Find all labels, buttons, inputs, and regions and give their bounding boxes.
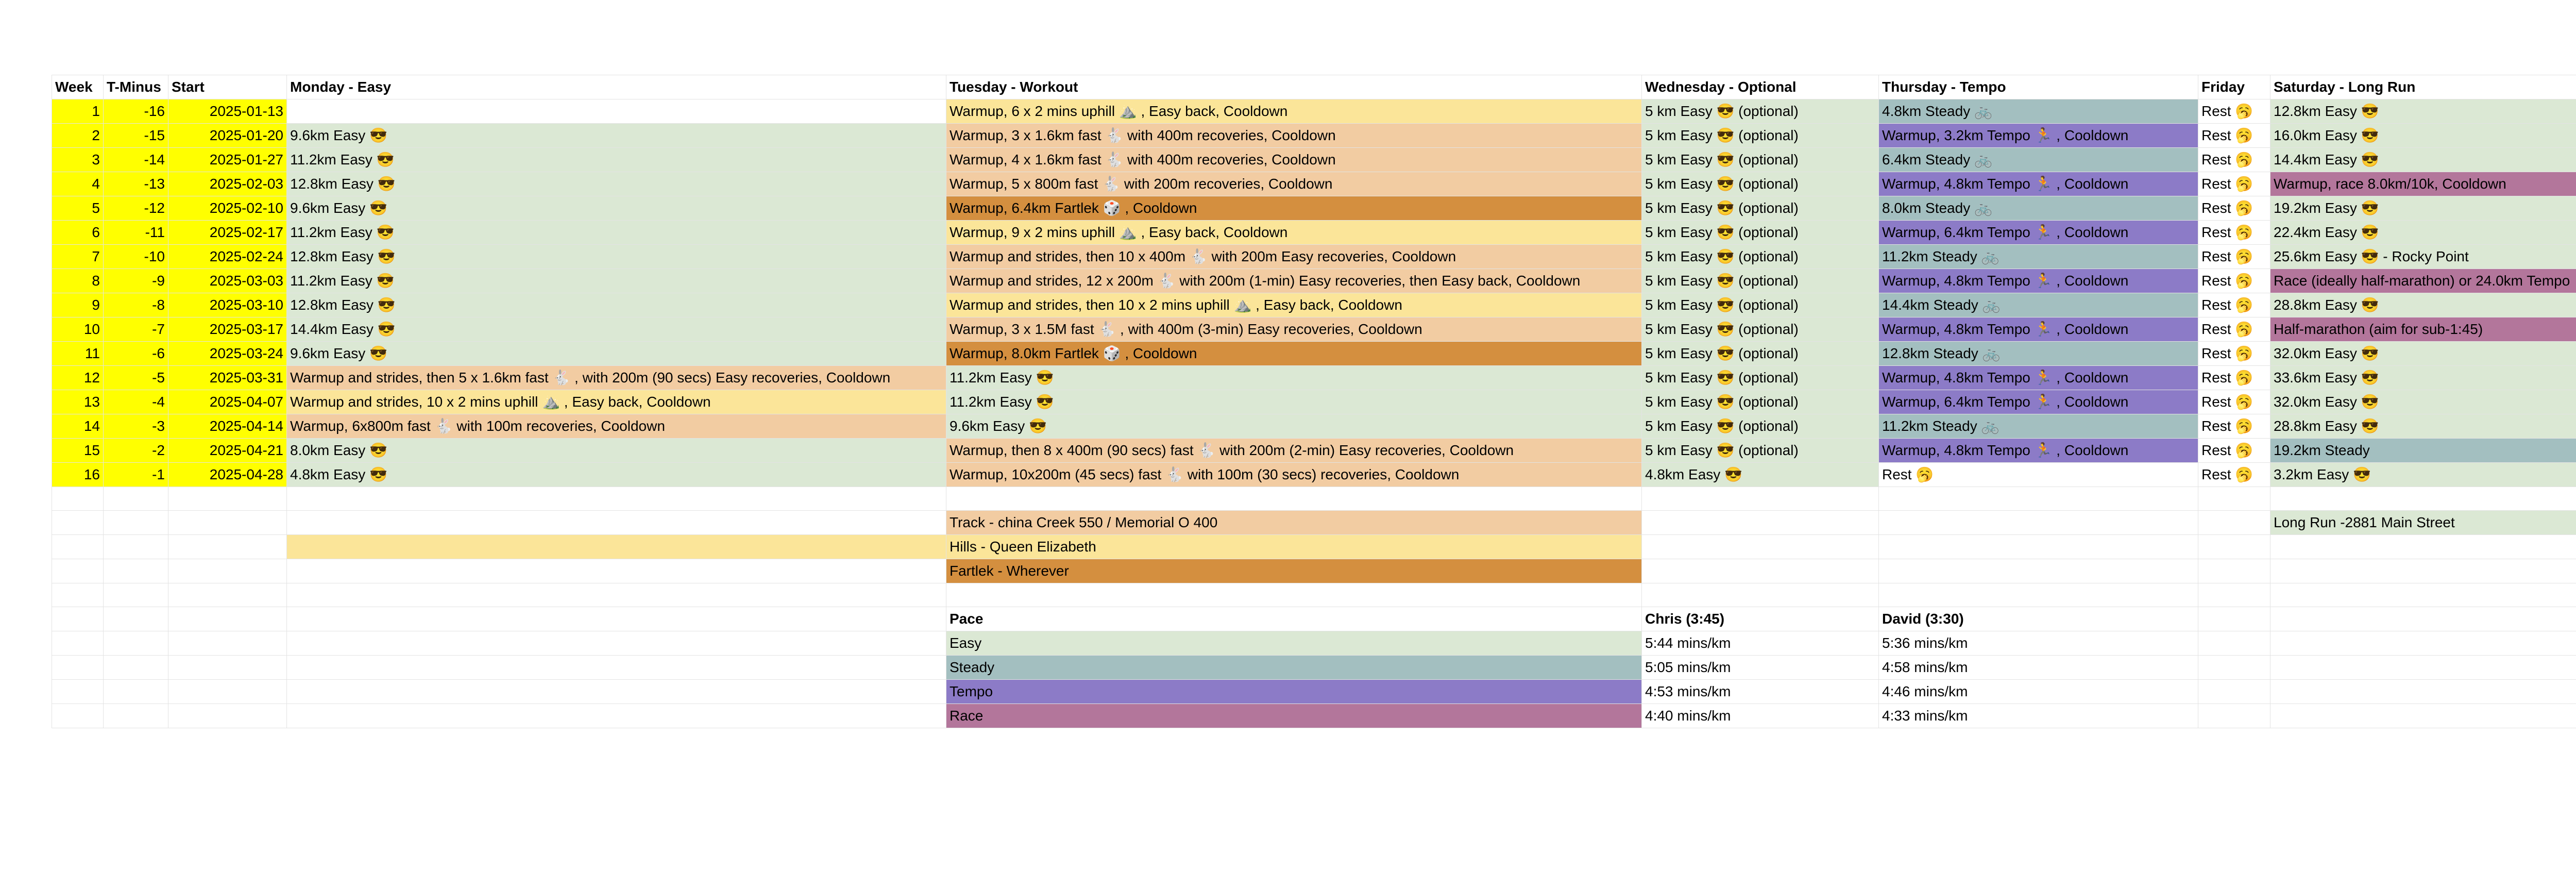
friday-cell[interactable]: Rest 🥱: [2198, 245, 2270, 269]
week-cell[interactable]: 7: [52, 245, 104, 269]
saturday-cell[interactable]: 32.0km Easy 😎: [2270, 342, 2576, 366]
tminus-cell[interactable]: -4: [104, 390, 168, 414]
empty-cell[interactable]: [2198, 680, 2270, 704]
start-date-cell[interactable]: 2025-03-24: [168, 342, 287, 366]
schedule-row: [52, 342, 2576, 366]
tuesday-cell[interactable]: Warmup and strides, then 10 x 2 mins uphill ⛰️ , Easy back, Cooldown: [946, 293, 1642, 317]
empty-cell[interactable]: [1879, 511, 2198, 535]
saturday-cell[interactable]: 3.2km Easy 😎: [2270, 463, 2576, 487]
friday-cell[interactable]: Rest 🥱: [2198, 293, 2270, 317]
start-date-cell[interactable]: 2025-04-14: [168, 414, 287, 439]
wednesday-cell[interactable]: 5 km Easy 😎 (optional): [1642, 196, 1879, 221]
start-date-cell[interactable]: 2025-04-07: [168, 390, 287, 414]
week-cell[interactable]: 16: [52, 463, 104, 487]
friday-cell[interactable]: Rest 🥱: [2198, 366, 2270, 390]
tuesday-cell[interactable]: Warmup, 8.0km Fartlek 🎲 , Cooldown: [946, 342, 1642, 366]
tminus-cell[interactable]: -2: [104, 439, 168, 463]
wednesday-cell[interactable]: 5 km Easy 😎 (optional): [1642, 293, 1879, 317]
empty-cell[interactable]: [2270, 487, 2576, 511]
week-cell[interactable]: 13: [52, 390, 104, 414]
monday-cell[interactable]: 14.4km Easy 😎: [287, 317, 946, 342]
empty-cell[interactable]: [52, 656, 104, 680]
monday-cell[interactable]: 9.6km Easy 😎: [287, 124, 946, 148]
week-cell[interactable]: 1: [52, 99, 104, 124]
tuesday-cell[interactable]: Warmup, 6 x 2 mins uphill ⛰️ , Easy back, Cooldown: [946, 99, 1642, 124]
pace-row: [52, 704, 2576, 728]
empty-cell[interactable]: [168, 680, 287, 704]
tminus-cell[interactable]: -3: [104, 414, 168, 439]
friday-cell[interactable]: Rest 🥱: [2198, 99, 2270, 124]
thursday-cell[interactable]: 12.8km Steady 🚲: [1879, 342, 2198, 366]
thursday-cell[interactable]: Warmup, 4.8km Tempo 🏃 , Cooldown: [1879, 439, 2198, 463]
empty-cell[interactable]: [52, 535, 104, 559]
empty-cell[interactable]: [2270, 535, 2576, 559]
empty-cell[interactable]: [104, 535, 168, 559]
header-tminus[interactable]: T-Minus: [104, 75, 168, 99]
empty-cell[interactable]: [946, 487, 1642, 511]
empty-cell[interactable]: [168, 656, 287, 680]
week-cell[interactable]: 6: [52, 221, 104, 245]
legend-row-hills: [52, 535, 2576, 559]
header-saturday[interactable]: Saturday - Long Run: [2270, 75, 2576, 99]
wednesday-cell[interactable]: 5 km Easy 😎 (optional): [1642, 390, 1879, 414]
header-tuesday[interactable]: Tuesday - Workout: [946, 75, 1642, 99]
tminus-cell[interactable]: -15: [104, 124, 168, 148]
empty-cell[interactable]: [287, 487, 946, 511]
pace-david-cell[interactable]: 4:46 mins/km: [1879, 680, 2198, 704]
start-date-cell[interactable]: 2025-02-24: [168, 245, 287, 269]
week-cell[interactable]: 5: [52, 196, 104, 221]
empty-cell[interactable]: [2270, 656, 2576, 680]
empty-cell[interactable]: [1879, 559, 2198, 583]
saturday-cell[interactable]: 33.6km Easy 😎: [2270, 366, 2576, 390]
empty-cell[interactable]: [287, 656, 946, 680]
pace-david-cell[interactable]: 4:33 mins/km: [1879, 704, 2198, 728]
wednesday-cell[interactable]: 5 km Easy 😎 (optional): [1642, 439, 1879, 463]
wednesday-cell[interactable]: 5 km Easy 😎 (optional): [1642, 414, 1879, 439]
tminus-cell[interactable]: -1: [104, 463, 168, 487]
legend-hills-swatch[interactable]: [287, 535, 946, 559]
empty-cell[interactable]: [168, 704, 287, 728]
pace-body: [52, 631, 2576, 728]
saturday-cell[interactable]: 25.6km Easy 😎 - Rocky Point: [2270, 245, 2576, 269]
tminus-cell[interactable]: -9: [104, 269, 168, 293]
start-date-cell[interactable]: 2025-01-13: [168, 99, 287, 124]
pace-label-cell[interactable]: Easy: [946, 631, 1642, 656]
empty-cell[interactable]: [2198, 487, 2270, 511]
empty-cell[interactable]: [2270, 607, 2576, 631]
pace-header[interactable]: Pace: [946, 607, 1642, 631]
empty-cell[interactable]: [1642, 535, 1879, 559]
empty-cell[interactable]: [2198, 607, 2270, 631]
saturday-cell[interactable]: 19.2km Easy 😎: [2270, 196, 2576, 221]
week-cell[interactable]: 4: [52, 172, 104, 196]
pace-david-cell[interactable]: 5:36 mins/km: [1879, 631, 2198, 656]
monday-cell[interactable]: 4.8km Easy 😎: [287, 463, 946, 487]
friday-cell[interactable]: Rest 🥱: [2198, 269, 2270, 293]
monday-cell[interactable]: 9.6km Easy 😎: [287, 196, 946, 221]
friday-cell[interactable]: Rest 🥱: [2198, 342, 2270, 366]
pace-chris-cell[interactable]: 5:44 mins/km: [1642, 631, 1879, 656]
monday-cell[interactable]: 11.2km Easy 😎: [287, 269, 946, 293]
empty-cell[interactable]: [104, 656, 168, 680]
friday-cell[interactable]: Rest 🥱: [2198, 414, 2270, 439]
friday-cell[interactable]: Rest 🥱: [2198, 124, 2270, 148]
week-cell[interactable]: 8: [52, 269, 104, 293]
legend-track-location[interactable]: Track - china Creek 550 / Memorial O 400: [946, 511, 1642, 535]
empty-cell[interactable]: [2198, 511, 2270, 535]
legend-row-fartlek: [52, 559, 2576, 583]
empty-cell[interactable]: [104, 583, 168, 607]
tminus-cell[interactable]: -10: [104, 245, 168, 269]
monday-cell[interactable]: Warmup, 6x800m fast 🐇 with 100m recoveries, Cooldown: [287, 414, 946, 439]
empty-cell[interactable]: [2198, 631, 2270, 656]
tuesday-cell[interactable]: Warmup, 5 x 800m fast 🐇 with 200m recoveries, Cooldown: [946, 172, 1642, 196]
legend-row-track: [52, 511, 2576, 535]
thursday-cell[interactable]: Warmup, 3.2km Tempo 🏃 , Cooldown: [1879, 124, 2198, 148]
empty-cell[interactable]: [168, 583, 287, 607]
header-monday[interactable]: Monday - Easy: [287, 75, 946, 99]
empty-cell[interactable]: [287, 559, 946, 583]
schedule-row: [52, 245, 2576, 269]
pace-chris-cell[interactable]: 4:40 mins/km: [1642, 704, 1879, 728]
wednesday-cell[interactable]: 5 km Easy 😎 (optional): [1642, 245, 1879, 269]
header-row: [52, 75, 2576, 99]
tminus-cell[interactable]: -5: [104, 366, 168, 390]
empty-cell[interactable]: [2198, 704, 2270, 728]
tuesday-cell[interactable]: Warmup, then 8 x 400m (90 secs) fast 🐇 with 200m (2-min) Easy recoveries, Cooldown: [946, 439, 1642, 463]
empty-cell[interactable]: [104, 704, 168, 728]
empty-cell[interactable]: [168, 559, 287, 583]
schedule-row: [52, 439, 2576, 463]
friday-cell[interactable]: Rest 🥱: [2198, 196, 2270, 221]
start-date-cell[interactable]: 2025-02-17: [168, 221, 287, 245]
wednesday-cell[interactable]: 5 km Easy 😎 (optional): [1642, 99, 1879, 124]
empty-cell[interactable]: [2198, 535, 2270, 559]
wednesday-cell[interactable]: 5 km Easy 😎 (optional): [1642, 317, 1879, 342]
empty-cell[interactable]: [1642, 511, 1879, 535]
wednesday-cell[interactable]: 5 km Easy 😎 (optional): [1642, 269, 1879, 293]
wednesday-cell[interactable]: 4.8km Easy 😎: [1642, 463, 1879, 487]
tminus-cell[interactable]: -16: [104, 99, 168, 124]
tuesday-cell[interactable]: Warmup, 3 x 1.6km fast 🐇 with 400m recoveries, Cooldown: [946, 124, 1642, 148]
empty-cell[interactable]: [287, 583, 946, 607]
friday-cell[interactable]: Rest 🥱: [2198, 221, 2270, 245]
empty-cell[interactable]: [287, 631, 946, 656]
empty-cell[interactable]: [2270, 559, 2576, 583]
empty-cell[interactable]: [52, 559, 104, 583]
friday-cell[interactable]: Rest 🥱: [2198, 148, 2270, 172]
tuesday-cell[interactable]: Warmup, 9 x 2 mins uphill ⛰️ , Easy back, Cooldown: [946, 221, 1642, 245]
week-cell[interactable]: 12: [52, 366, 104, 390]
pace-chris-cell[interactable]: 4:53 mins/km: [1642, 680, 1879, 704]
empty-cell[interactable]: [2198, 559, 2270, 583]
header-wednesday[interactable]: Wednesday - Optional: [1642, 75, 1879, 99]
schedule-row: [52, 414, 2576, 439]
tuesday-cell[interactable]: 11.2km Easy 😎: [946, 366, 1642, 390]
pace-david-cell[interactable]: 4:58 mins/km: [1879, 656, 2198, 680]
wednesday-cell[interactable]: 5 km Easy 😎 (optional): [1642, 366, 1879, 390]
wednesday-cell[interactable]: 5 km Easy 😎 (optional): [1642, 148, 1879, 172]
start-date-cell[interactable]: 2025-02-10: [168, 196, 287, 221]
saturday-cell[interactable]: 16.0km Easy 😎: [2270, 124, 2576, 148]
monday-cell[interactable]: [287, 99, 946, 124]
legend-section: [52, 487, 2576, 631]
week-cell[interactable]: 9: [52, 293, 104, 317]
tuesday-cell[interactable]: Warmup, 10x200m (45 secs) fast 🐇 with 100m (30 secs) recoveries, Cooldown: [946, 463, 1642, 487]
start-date-cell[interactable]: 2025-04-28: [168, 463, 287, 487]
tuesday-cell[interactable]: Warmup, 3 x 1.5M fast 🐇 , with 400m (3-min) Easy recoveries, Cooldown: [946, 317, 1642, 342]
tuesday-cell[interactable]: 9.6km Easy 😎: [946, 414, 1642, 439]
empty-cell[interactable]: [52, 583, 104, 607]
tminus-cell[interactable]: -11: [104, 221, 168, 245]
empty-cell[interactable]: [287, 680, 946, 704]
empty-cell[interactable]: [104, 487, 168, 511]
schedule-row: [52, 196, 2576, 221]
empty-cell[interactable]: [52, 680, 104, 704]
tminus-cell[interactable]: -12: [104, 196, 168, 221]
thursday-cell[interactable]: Warmup, 4.8km Tempo 🏃 , Cooldown: [1879, 317, 2198, 342]
pace-label-cell[interactable]: Race: [946, 704, 1642, 728]
legend-fartlek-location[interactable]: Fartlek - Wherever: [946, 559, 1642, 583]
monday-cell[interactable]: 11.2km Easy 😎: [287, 221, 946, 245]
friday-cell[interactable]: Rest 🥱: [2198, 317, 2270, 342]
saturday-cell[interactable]: Half-marathon (aim for sub-1:45): [2270, 317, 2576, 342]
header-friday[interactable]: Friday: [2198, 75, 2270, 99]
empty-cell[interactable]: [168, 607, 287, 631]
start-date-cell[interactable]: 2025-03-17: [168, 317, 287, 342]
pace-row: [52, 631, 2576, 656]
saturday-cell[interactable]: 19.2km Steady: [2270, 439, 2576, 463]
empty-cell[interactable]: [287, 607, 946, 631]
schedule-row: [52, 463, 2576, 487]
empty-cell[interactable]: [2270, 704, 2576, 728]
tminus-cell[interactable]: -7: [104, 317, 168, 342]
monday-cell[interactable]: 12.8km Easy 😎: [287, 172, 946, 196]
monday-cell[interactable]: 9.6km Easy 😎: [287, 342, 946, 366]
week-cell[interactable]: 11: [52, 342, 104, 366]
thursday-cell[interactable]: Warmup, 6.4km Tempo 🏃 , Cooldown: [1879, 221, 2198, 245]
pace-row: [52, 680, 2576, 704]
spacer-row: [52, 487, 2576, 511]
tuesday-cell[interactable]: Warmup and strides, then 10 x 400m 🐇 with 200m Easy recoveries, Cooldown: [946, 245, 1642, 269]
wednesday-cell[interactable]: 5 km Easy 😎 (optional): [1642, 124, 1879, 148]
thursday-cell[interactable]: 11.2km Steady 🚲: [1879, 414, 2198, 439]
empty-cell[interactable]: [168, 511, 287, 535]
thursday-cell[interactable]: Warmup, 4.8km Tempo 🏃 , Cooldown: [1879, 366, 2198, 390]
empty-cell[interactable]: [2270, 680, 2576, 704]
empty-cell[interactable]: [52, 704, 104, 728]
start-date-cell[interactable]: 2025-02-03: [168, 172, 287, 196]
pace-label-cell[interactable]: Steady: [946, 656, 1642, 680]
friday-cell[interactable]: Rest 🥱: [2198, 390, 2270, 414]
empty-cell[interactable]: [1879, 583, 2198, 607]
spacer-row: [52, 583, 2576, 607]
header-thursday[interactable]: Thursday - Tempo: [1879, 75, 2198, 99]
saturday-cell[interactable]: Warmup, race 8.0km/10k, Cooldown: [2270, 172, 2576, 196]
saturday-cell[interactable]: 12.8km Easy 😎: [2270, 99, 2576, 124]
thursday-cell[interactable]: 8.0km Steady 🚲: [1879, 196, 2198, 221]
empty-cell[interactable]: [168, 535, 287, 559]
thursday-cell[interactable]: 4.8km Steady 🚲: [1879, 99, 2198, 124]
wednesday-cell[interactable]: 5 km Easy 😎 (optional): [1642, 172, 1879, 196]
empty-cell[interactable]: [104, 559, 168, 583]
schedule-row: [52, 390, 2576, 414]
wednesday-cell[interactable]: 5 km Easy 😎 (optional): [1642, 221, 1879, 245]
schedule-row: [52, 124, 2576, 148]
empty-cell[interactable]: [2270, 631, 2576, 656]
legend-long-run-location[interactable]: Long Run -2881 Main Street: [2270, 511, 2576, 535]
empty-cell[interactable]: [52, 487, 104, 511]
empty-cell[interactable]: [287, 704, 946, 728]
empty-cell[interactable]: [287, 511, 946, 535]
schedule-row: [52, 221, 2576, 245]
friday-cell[interactable]: Rest 🥱: [2198, 439, 2270, 463]
thursday-cell[interactable]: Warmup, 6.4km Tempo 🏃 , Cooldown: [1879, 390, 2198, 414]
training-plan-sheet: [52, 75, 2576, 728]
monday-cell[interactable]: 12.8km Easy 😎: [287, 293, 946, 317]
week-cell[interactable]: 10: [52, 317, 104, 342]
empty-cell[interactable]: [1879, 487, 2198, 511]
pace-chris-header[interactable]: Chris (3:45): [1642, 607, 1879, 631]
empty-cell[interactable]: [104, 631, 168, 656]
empty-cell[interactable]: [1642, 559, 1879, 583]
schedule-row: [52, 293, 2576, 317]
tminus-cell[interactable]: -6: [104, 342, 168, 366]
empty-cell[interactable]: [2198, 583, 2270, 607]
saturday-cell[interactable]: 22.4km Easy 😎: [2270, 221, 2576, 245]
week-cell[interactable]: 15: [52, 439, 104, 463]
start-date-cell[interactable]: 2025-01-20: [168, 124, 287, 148]
empty-cell[interactable]: [52, 607, 104, 631]
empty-cell[interactable]: [168, 631, 287, 656]
saturday-cell[interactable]: 14.4km Easy 😎: [2270, 148, 2576, 172]
tminus-cell[interactable]: -13: [104, 172, 168, 196]
monday-cell[interactable]: Warmup and strides, then 5 x 1.6km fast 🐇 , with 200m (90 secs) Easy recoveries, Cooldown: [287, 366, 946, 390]
pace-label-cell[interactable]: Tempo: [946, 680, 1642, 704]
monday-cell[interactable]: 11.2km Easy 😎: [287, 148, 946, 172]
monday-cell[interactable]: 12.8km Easy 😎: [287, 245, 946, 269]
thursday-cell[interactable]: 14.4km Steady 🚲: [1879, 293, 2198, 317]
saturday-cell[interactable]: 28.8km Easy 😎: [2270, 293, 2576, 317]
thursday-cell[interactable]: Warmup, 4.8km Tempo 🏃 , Cooldown: [1879, 172, 2198, 196]
pace-row: [52, 656, 2576, 680]
empty-cell[interactable]: [52, 511, 104, 535]
week-cell[interactable]: 14: [52, 414, 104, 439]
schedule-body: [52, 99, 2576, 487]
monday-cell[interactable]: 8.0km Easy 😎: [287, 439, 946, 463]
wednesday-cell[interactable]: 5 km Easy 😎 (optional): [1642, 342, 1879, 366]
empty-cell[interactable]: [168, 487, 287, 511]
week-cell[interactable]: 3: [52, 148, 104, 172]
tuesday-cell[interactable]: Warmup and strides, 12 x 200m 🐇 with 200m (1-min) Easy recoveries, then Easy back, Cooldown: [946, 269, 1642, 293]
empty-cell[interactable]: [104, 511, 168, 535]
thursday-cell[interactable]: 11.2km Steady 🚲: [1879, 245, 2198, 269]
empty-cell[interactable]: [1642, 487, 1879, 511]
monday-cell[interactable]: Warmup and strides, 10 x 2 mins uphill ⛰️ , Easy back, Cooldown: [287, 390, 946, 414]
empty-cell[interactable]: [104, 607, 168, 631]
start-date-cell[interactable]: 2025-03-03: [168, 269, 287, 293]
empty-cell[interactable]: [52, 631, 104, 656]
schedule-row: [52, 317, 2576, 342]
pace-david-header[interactable]: David (3:30): [1879, 607, 2198, 631]
schedule-row: [52, 99, 2576, 124]
thursday-cell[interactable]: 6.4km Steady 🚲: [1879, 148, 2198, 172]
header-week[interactable]: Week: [52, 75, 104, 99]
schedule-row: [52, 366, 2576, 390]
empty-cell[interactable]: [2198, 656, 2270, 680]
tminus-cell[interactable]: -8: [104, 293, 168, 317]
tuesday-cell[interactable]: 11.2km Easy 😎: [946, 390, 1642, 414]
empty-cell[interactable]: [104, 680, 168, 704]
schedule-row: [52, 269, 2576, 293]
empty-cell[interactable]: [1879, 535, 2198, 559]
thursday-cell[interactable]: Rest 🥱: [1879, 463, 2198, 487]
saturday-cell[interactable]: 32.0km Easy 😎: [2270, 390, 2576, 414]
empty-cell[interactable]: [2270, 583, 2576, 607]
tminus-cell[interactable]: -14: [104, 148, 168, 172]
pace-header-row: [52, 607, 2576, 631]
pace-chris-cell[interactable]: 5:05 mins/km: [1642, 656, 1879, 680]
saturday-cell[interactable]: 28.8km Easy 😎: [2270, 414, 2576, 439]
empty-cell[interactable]: [946, 583, 1642, 607]
legend-hills-location[interactable]: Hills - Queen Elizabeth: [946, 535, 1642, 559]
start-date-cell[interactable]: 2025-01-27: [168, 148, 287, 172]
start-date-cell[interactable]: 2025-04-21: [168, 439, 287, 463]
friday-cell[interactable]: Rest 🥱: [2198, 463, 2270, 487]
tuesday-cell[interactable]: Warmup, 6.4km Fartlek 🎲 , Cooldown: [946, 196, 1642, 221]
tuesday-cell[interactable]: Warmup, 4 x 1.6km fast 🐇 with 400m recoveries, Cooldown: [946, 148, 1642, 172]
week-cell[interactable]: 2: [52, 124, 104, 148]
header-start[interactable]: Start: [168, 75, 287, 99]
schedule-row: [52, 172, 2576, 196]
start-date-cell[interactable]: 2025-03-31: [168, 366, 287, 390]
thursday-cell[interactable]: Warmup, 4.8km Tempo 🏃 , Cooldown: [1879, 269, 2198, 293]
start-date-cell[interactable]: 2025-03-10: [168, 293, 287, 317]
friday-cell[interactable]: Rest 🥱: [2198, 172, 2270, 196]
empty-cell[interactable]: [1642, 583, 1879, 607]
saturday-cell[interactable]: Race (ideally half-marathon) or 24.0km Tempo: [2270, 269, 2576, 293]
schedule-row: [52, 148, 2576, 172]
